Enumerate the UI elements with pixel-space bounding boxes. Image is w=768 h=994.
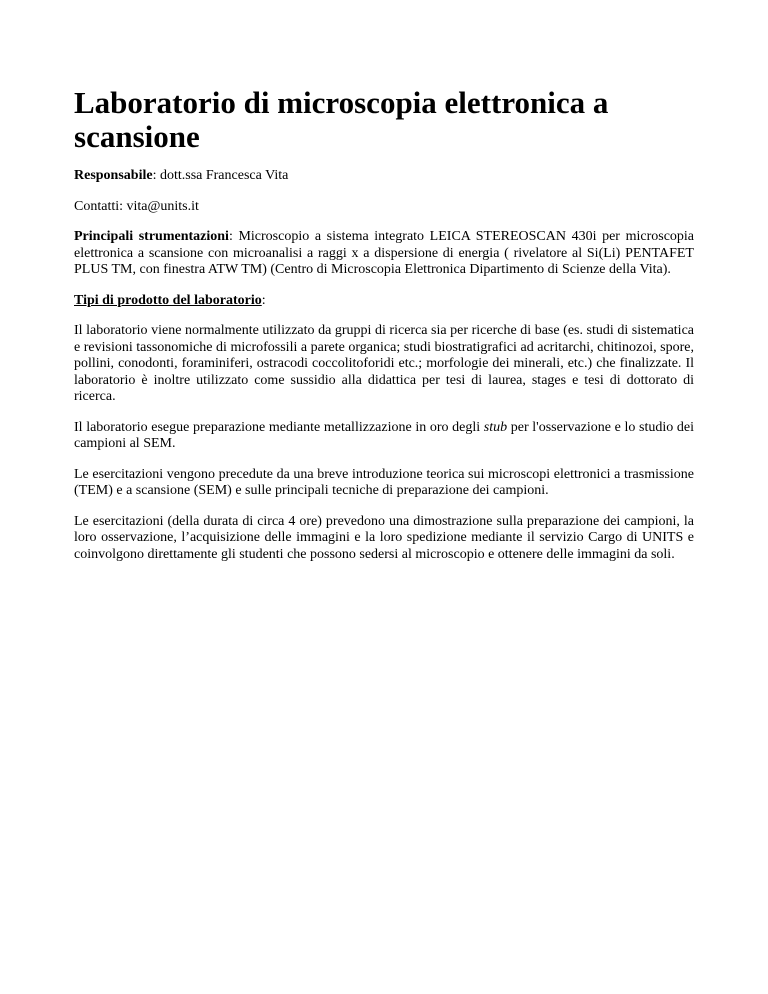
paragraph-preparazione-before: Il laboratorio esegue preparazione mediante metallizzazione in oro degli: [74, 419, 484, 435]
contatti-line: Contatti: vita@units.it: [74, 198, 199, 214]
responsabile-line: [74, 168, 694, 185]
stub-term: stub: [483, 419, 508, 435]
tipi-prodotto-separator: :: [261, 292, 266, 308]
paragraph-introduzione: Le esercitazioni vengono precedute da una breve introduzione teorica sui microscopi elettronici a trasmissione (TEM) e a scansione (SEM) e sulle principali tecniche di preparazione dei campioni.: [74, 466, 694, 498]
strumentazioni-paragraph: [74, 229, 694, 279]
document-page: [74, 86, 694, 577]
paragraph-preparazione: [74, 420, 694, 453]
paragraph-preparazione-after: per l'osservazione e lo studio dei campioni al SEM.: [74, 419, 694, 451]
paragraph-uso-laboratorio: Il laboratorio viene normalmente utilizzato da gruppi di ricerca sia per ricerche di base (es. studi di sistematica e revisioni tassonomiche di microfossili a parete organica; studi biostratigrafici ad acritarchi, chitinozoi, spore, pollini, conodonti, foraminiferi, ostracodi coccolitoforidi etc.; morfologie dei minerali, etc.) che finalizzate. Il laboratorio è inoltre utilizzato come sussidio alla didattica per tesi di laurea, stages e tesi di dottorato di ricerca.: [74, 323, 694, 404]
tipi-prodotto-heading: [74, 293, 694, 310]
paragraph-esercitazioni: Le esercitazioni (della durata di circa 4 ore) prevedono una dimostrazione sulla preparazione dei campioni, la loro osservazione, l’acquisizione delle immagini e la loro spedizione mediante il servizio Cargo di UNITS e coinvolgono direttamente gli studenti che possono sedersi al microscopio e ottenere delle immagini da soli.: [74, 513, 694, 562]
strumentazioni-separator: :: [228, 229, 239, 244]
strumentazioni-label: Principali strumentazioni: [74, 229, 229, 244]
tipi-prodotto-label: Tipi di prodotto del laboratorio: [74, 292, 262, 308]
responsabile-value: dott.ssa Francesca Vita: [159, 168, 289, 183]
responsabile-label: Responsabile: [74, 168, 153, 183]
responsabile-separator: :: [152, 168, 160, 183]
strumentazioni-value: Microscopio a sistema integrato LEICA STEREOSCAN 430i per microscopia elettronica a scansione con microanalisi a raggi x a dispersione di energia ( rivelatore al Si(Li) PENTAFET PLUS TM, con finestra ATW TM) (Centro di Microscopia Elettronica Dipartimento di Scienze della Vita).: [74, 229, 695, 277]
page-title: Laboratorio di microscopia elettronica a scansione: [74, 85, 609, 154]
